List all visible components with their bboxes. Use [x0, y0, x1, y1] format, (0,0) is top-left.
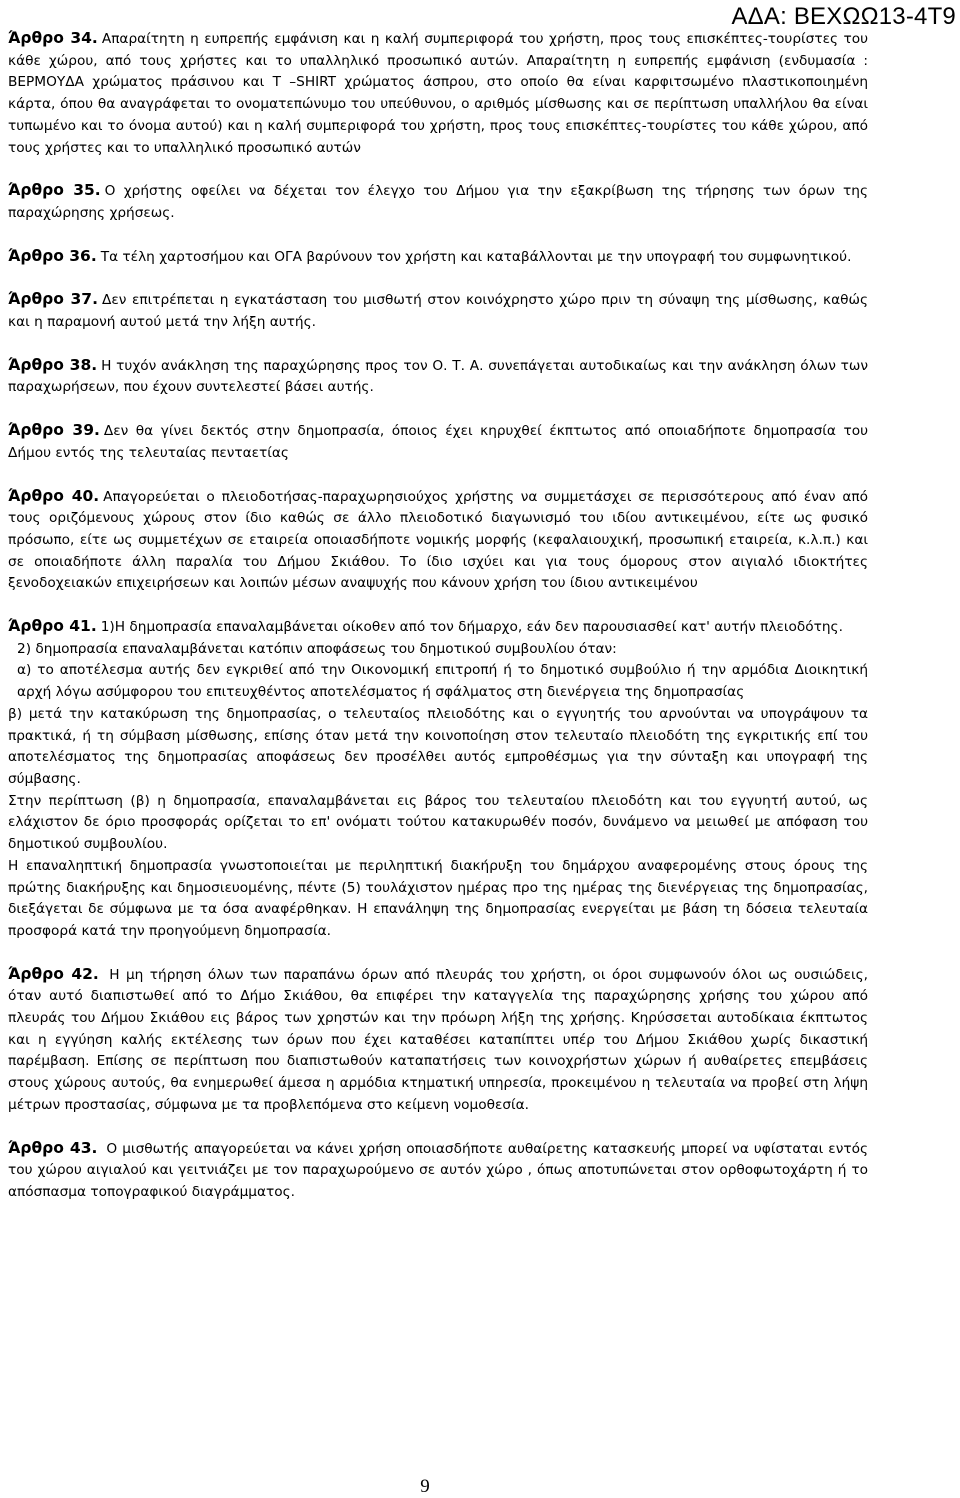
article-heading: Άρθρο 43.	[8, 1138, 98, 1157]
article-40	[8, 486, 868, 596]
article-43	[8, 1138, 868, 1204]
article-35	[8, 180, 868, 224]
article-text: 1)Η δημοπρασία επαναλαμβάνεται οίκοθεν από τον δήμαρχο, εάν δεν παρουσιασθεί κατ' αυτήν πλειοδότης.	[100, 619, 843, 636]
article-paragraph: β) μετά την κατακύρωση της δημοπρασίας, ο τελευταίος πλειοδότης και ο εγγυητής του αρνούνται να υπογράψουν τα πρακτικά, ή τη σύμβαση μίσθωσης, επίσης όταν μετά την κοινοποίηση στον τελευταίο πλειοδότη της εγκριτικής επί του αποτελέσματος της δημοπρασίας αποφάσεως δεν προσέλθει αυτός εμπροθέσμως για την σύνταξη και υπογραφή της σύμβασης.	[8, 705, 868, 787]
article-text: Δεν θα γίνει δεκτός στην δημοπρασία, όποιος έχει κηρυχθεί έκπτωτος από οποιαδήποτε δημοπρασία του Δήμου εντός της τελευταίας πενταετίας	[8, 423, 868, 461]
article-text: Απαραίτητη η ευπρεπής εμφάνιση και η καλή συμπεριφορά του χρήστη, προς τους επισκέπτες-τουρίστες του κάθε χώρου, από τους χρήστες και το υπαλληλικό προσωπικό αυτών. Απαραίτητη η ευπρεπής εμφάνιση (ενδυμασία : ΒΕΡΜΟΥΔΑ χρώματος πράσινου και Τ –SHIRT χρώματος άσπρου, στο οποίο θα είναι καρφιτσωμένο πλαστικοποιημένη κάρτα, όπου θα αναγράφεται το ονοματεπώνυμο του υπεύθυνου, ο αριθμός μίσθωσης και σε περίπτωση υπαλλήλου θα είναι τυπωμένο και το όνομα αυτού) και η καλή συμπεριφορά του χρήστη, προς τους επισκέπτες-τουρίστες του κάθε χώρου, από τους χρήστες και το υπαλληλικό προσωπικό αυτών	[8, 31, 869, 156]
document-code-header: ΑΔΑ: ΒΕΧΩΩ13-4Τ9	[731, 3, 956, 30]
document-body	[8, 28, 868, 1225]
article-paragraph: Η επαναληπτική δημοπρασία γνωστοποιείται με περιληπτική διακήρυξη του δημάρχου αναφερομένης στους όρους της πρώτης διακήρυξης και δημοσιευομένης, πέντε (5) τουλάχιστον ημέρας προ της ημέρας της διενέργειας της δημοπρασίας, διεξάγεται δε σύμφωνα με τα όσα αναφέρθηκαν. Η επανάληψη της δημοπρασίας ενεργείται με βάση τη δόσεια τελευταία προσφορά κατά την προηγούμενη δημοπρασία.	[8, 857, 868, 939]
article-text: Απαγορεύεται ο πλειοδοτήσας-παραχωρησιούχος χρήστης να συμμετάσχει σε περισσότερους από έναν από τους οριζόμενους χώρους στον ίδιο καθώς σε άλλο πλειοδοτικό διαγωνισμό του ιδίου αντικειμένου, είτε ως φυσικό πρόσωπο, είτε ως συμμετέχων σε εταιρεία οποιασδήποτε νομικής μορφής (κεφαλαιουχική, προσωπική εταιρεία, κ.λ.π.) και σε οποιαδήποτε άλλη παραλία του Δήμου Σκιάθου. Το ίδιο ισχύει και για τους όμορους στον αιγιαλό ιδιοκτήτες ξενοδοχειακών επιχειρήσεων και λοιπών μέσων αναψυχής που κάνουν χρήση του ίδιου αντικειμένου	[8, 488, 869, 592]
article-text: Ο μισθωτής απαγορεύεται να κάνει χρήση οποιασδήποτε αυθαίρετης κατασκευής μπορεί να υφίσταται εντός του χώρου αιγιαλού και γειτνιάζει με τον παραχωρούμενο σε αυτόν χώρο , όπως αποτυπώνεται στον ορθοφωτοχάρτη ή το απόσπασμα τοπογραφικού διαγράμματος.	[8, 1140, 868, 1200]
article-paragraph: α) το αποτέλεσμα αυτής δεν εγκριθεί από την Οικονομική επιτροπή ή το δημοτικό συμβούλιο ή την αρμόδια Διοικητική αρχή λόγω ασύμφορου του επιτευχθέντος αποτελέσματος ή σφάλματος στη διενέργεια της δημοπρασίας	[17, 662, 868, 701]
article-36	[8, 246, 868, 269]
article-heading: Άρθρο 40.	[8, 486, 100, 505]
article-42	[8, 964, 868, 1117]
article-text: Η τυχόν ανάκληση της παραχώρησης προς τον Ο. Τ. Α. συνεπάγεται αυτοδικαίως και την ανάκληση όλων των παραχωρήσεων, που έχουν συντελεστεί βάσει αυτής.	[8, 357, 869, 396]
article-paragraph: Στην περίπτωση (β) η δημοπρασία, επαναλαμβάνεται εις βάρος του τελευταίου πλειοδότη και του εγγυητή αυτού, ως ελάχιστον δε όριο προσφοράς ορίζεται το επ' ονόματι τούτου κατακυρωθέν ποσόν, δυνάμενο να μειωθεί με απόφαση του δημοτικού συμβουλίου.	[8, 792, 868, 853]
page-number: 9	[420, 1476, 430, 1497]
article-41	[8, 616, 868, 943]
article-heading: Άρθρο 42.	[8, 964, 99, 983]
article-heading: Άρθρο 39.	[8, 421, 100, 440]
article-37	[8, 289, 868, 333]
article-text: Η μη τήρηση όλων των παραπάνω όρων από πλευράς του χρήστη, οι όροι συμφωνούν όλοι ως ουσιώδεις, όταν αυτό διαπιστωθεί από το Δήμο Σκιάθου, θα επιφέρει την καταγγελία της παραχώρησης χρήσης του χώρου από πλευράς του Δήμου Σκιάθου εις βάρος των χρηστών και την πρόωρη λήξη της χρήσης. Κηρύσσεται αυτοδίκαια έκπτωτος και η εγγύηση καλής εκτέλεσης των όρων που έχει καταθέσει καταπίπτει υπέρ του Δήμου Σκιάθου χωρίς δικαστική παρέμβαση. Επίσης σε περίπτωση που διαπιστωθούν καταπατήσεις των κοινοχρήστων χώρων ή αυθαίρετες επεμβάσεις στους χώρους αυτούς, θα ενημερωθεί άμεσα η αρμόδια κτηματική υπηρεσία, προκειμένου η τελευταία να προβεί στη λήψη μέτρων προστασίας, σύμφωνα με τα προβλεπόμενα στο κείμενη νομοθεσία.	[8, 966, 868, 1113]
article-text: Τα τέλη χαρτοσήμου και ΟΓΑ βαρύνουν τον χρήστη και καταβάλλονται με την υπογραφή του συμφωνητικού.	[100, 248, 852, 265]
article-heading: Άρθρο 37.	[8, 290, 98, 309]
article-heading: Άρθρο 34.	[8, 29, 98, 47]
article-text: Ο χρήστης οφείλει να δέχεται τον έλεγχο του Δήμου για την εξακρίβωση της τήρησης των όρων της παραχώρησης χρήσεως.	[8, 183, 869, 221]
article-38	[8, 355, 868, 399]
article-heading: Άρθρο 35.	[8, 181, 101, 200]
article-text: Δεν επιτρέπεται η εγκατάσταση του μισθωτή στον κοινόχρηστο χώρο πριν τη σύναψη της μίσθωσης, καθώς και η παραμονή αυτού μετά την λήξη αυτής.	[8, 292, 869, 331]
article-34	[8, 28, 868, 159]
article-paragraph: 2) δημοπρασία επαναλαμβάνεται κατόπιν αποφάσεως του δημοτικού συμβουλίου όταν:	[17, 640, 617, 657]
article-heading: Άρθρο 41.	[8, 617, 97, 636]
article-heading: Άρθρο 36.	[8, 246, 97, 265]
article-39	[8, 420, 868, 464]
article-heading: Άρθρο 38.	[8, 355, 98, 374]
